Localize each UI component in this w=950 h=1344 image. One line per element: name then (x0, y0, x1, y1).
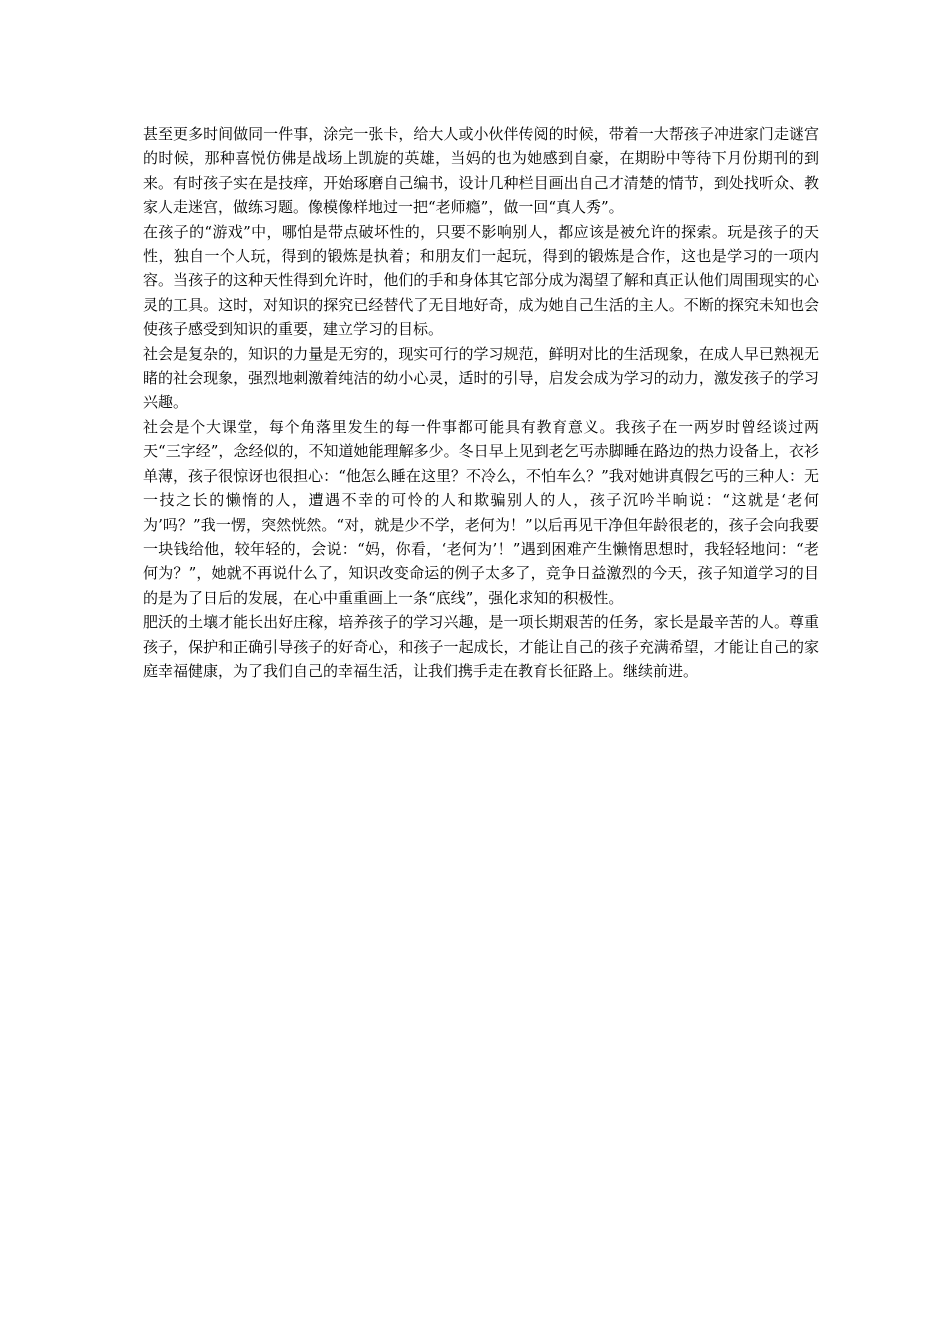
paragraph-2: 在孩子的“游戏”中，哪怕是带点破坏性的，只要不影响别人，都应该是被允许的探索。玩是孩子的天性，独自一个人玩，得到的锻炼是执着；和朋友们一起玩，得到的锻炼是合作，这也是学习的一项内容。当孩子的这种天性得到允许时，他们的手和身体其它部分成为渴望了解和真正认他们周围现实的心灵的工具。这时，对知识的探究已经替代了无目地好奇，成为她自己生活的主人。不断的探究未知也会使孩子感受到知识的重要，建立学习的目标。 (143, 222, 819, 339)
paragraph-5: 肥沃的土壤才能长出好庄稼，培养孩子的学习兴趣，是一项长期艰苦的任务，家长是最辛苦的人。尊重孩子，保护和正确引导孩子的好奇心，和孩子一起成长，才能让自己的孩子充满希望，才能让自己的家庭幸福健康，为了我们自己的幸福生活，让我们携手走在教育长征路上。继续前进。 (143, 613, 819, 680)
document-body (143, 122, 819, 683)
paragraph-1: 甚至更多时间做同一件事，涂完一张卡，给大人或小伙伴传阅的时候，带着一大帮孩子冲进家门走谜宫的时候，那种喜悦仿佛是战场上凯旋的英雄，当妈的也为她感到自豪，在期盼中等待下月份期刊的到来。有时孩子实在是技痒，开始琢磨自己编书，设计几种栏目画出自己才清楚的情节，到处找听众、教家人走迷宫，做练习题。像模像样地过一把“老师瘾”，做一回“真人秀”。 (143, 125, 819, 217)
paragraph-4: 社会是个大课堂，每个角落里发生的每一件事都可能具有教育意义。我孩子在一两岁时曾经谈过两天“三字经”，念经似的，不知道她能理解多少。冬日早上见到老乞丐赤脚睡在路边的热力设备上，衣衫单薄，孩子很惊讶也很担心：“他怎么睡在这里？不冷么，不怕车么？”我对她讲真假乞丐的三种人：无一技之长的懒惰的人，遭遇不幸的可怜的人和欺骗别人的人，孩子沉吟半晌说：“这就是‘老何为’吗？”我一愣，突然恍然。“对，就是少不学，老何为！”以后再见干净但年龄很老的，孩子会向我要一块钱给他，较年轻的，会说：“妈，你看，‘老何为’！”遇到困难产生懒惰思想时，我轻轻地问：“老何为？”，她就不再说什么了，知识改变命运的例子太多了，竞争日益激烈的今天，孩子知道学习的目的是为了日后的发展，在心中重重画上一条“底线”，强化求知的积极性。 (143, 417, 819, 607)
paragraph-3: 社会是复杂的，知识的力量是无穷的，现实可行的学习规范，鲜明对比的生活现象，在成人早已熟视无睹的社会现象，强烈地刺激着纯洁的幼小心灵，适时的引导，启发会成为学习的动力，激发孩子的学习兴趣。 (143, 344, 819, 412)
